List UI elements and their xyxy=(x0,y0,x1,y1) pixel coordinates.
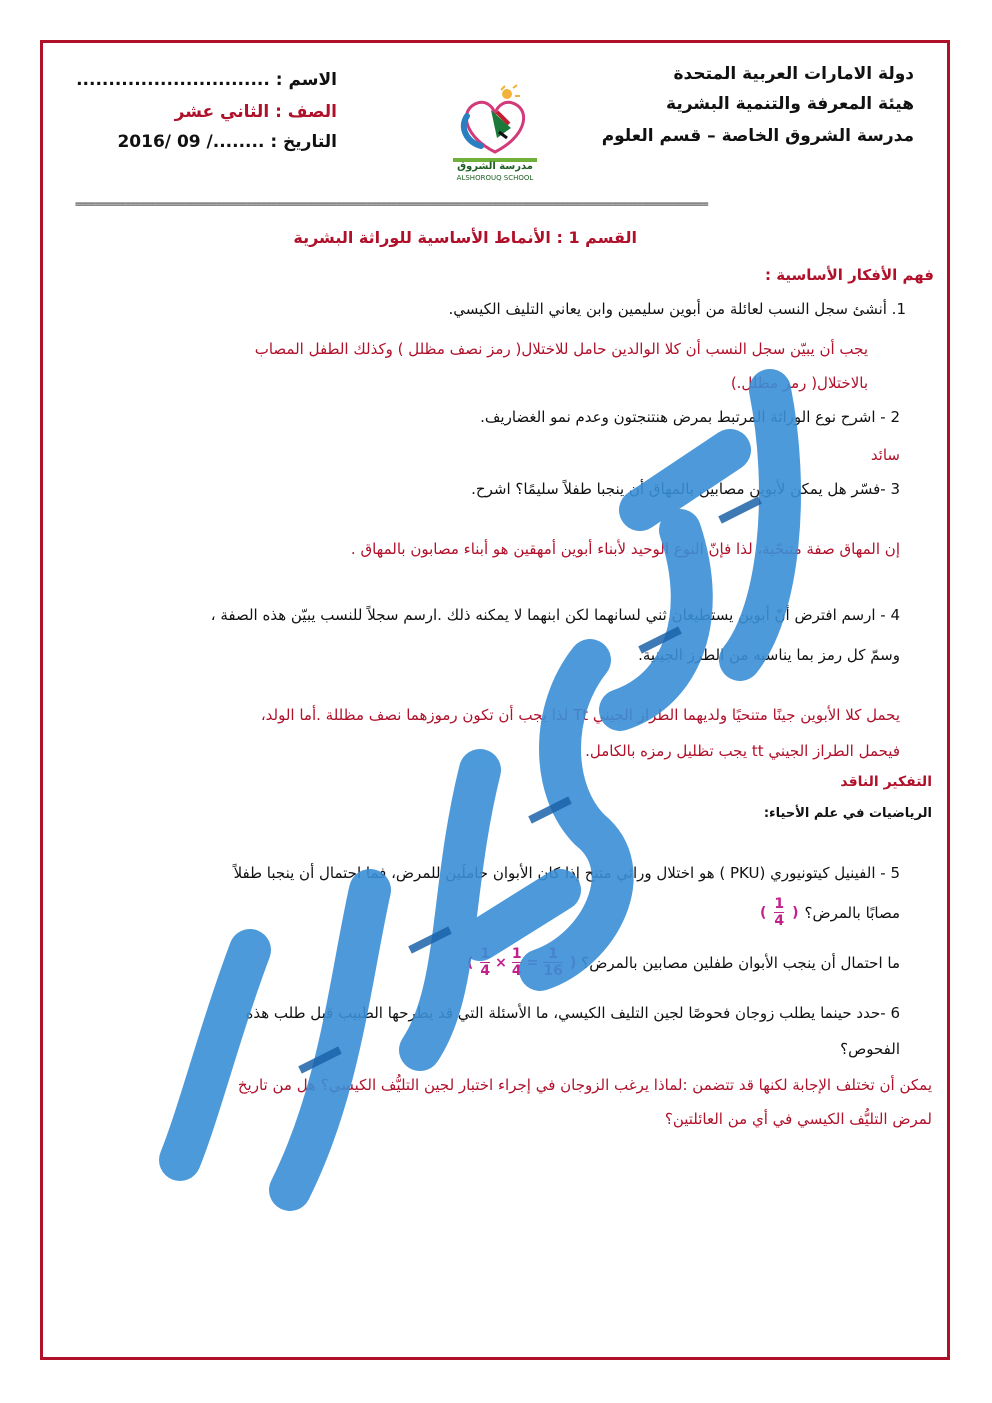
answer-3: إن المهاق صفة متنحّية، لذا فإنّ النوع الوحيد لأبناء أبوين أمهقين هو أبناء مصابون بالمهاق . xyxy=(350,540,900,558)
paren-close: ) xyxy=(759,904,767,921)
numerator: 1 xyxy=(774,896,785,912)
paren-open: ( xyxy=(792,904,799,921)
critical-thinking-heading: التفكير الناقد xyxy=(840,774,932,790)
answer-6-line2: لمرض التليُّف الكيسي في أي من العائلتين؟ xyxy=(664,1110,932,1128)
fraction-quarter-b xyxy=(512,946,522,979)
denominator: 4 xyxy=(774,913,785,929)
question-4-line2: وسمّ كل رمز بما يناسبه من الطرز الجينية. xyxy=(638,646,900,664)
question-5-line2-row xyxy=(760,896,900,929)
answer-4-line2: فيحمل الطراز الجيني tt يجب تظليل رمزه بالكامل. xyxy=(585,742,900,760)
answer-4-line1: يحمل كلا الأبوين جينًا متنحيًا ولديهما الطراز الجيني Tt لذا يجب أن تكون رموزهما نصف مظللة .أما الولد، xyxy=(260,706,900,724)
question-5-line3: ما احتمال أن ينجب الأبوان طفلين مصابين بالمرض؟ xyxy=(581,953,900,972)
subheading-main-ideas: فهم الأفكار الأساسية : xyxy=(765,266,934,284)
fraction-expression xyxy=(478,946,564,979)
fraction-one-quarter xyxy=(774,896,784,929)
equals-sign: = xyxy=(526,954,539,971)
answer-6-line1: يمكن أن تختلف الإجابة لكنها قد تتضمن :لماذا يرغب الزوجان في إجراء اختبار لجين التليُّف الكيسي؟ هل من تاريخ xyxy=(237,1076,932,1094)
school-logo xyxy=(445,82,545,182)
grade-label: الصف : الثاني عشر xyxy=(174,102,337,122)
times-sign: × xyxy=(495,954,507,971)
numerator: 1 xyxy=(548,946,558,962)
denominator: 4 xyxy=(480,963,491,979)
date-field: التاريخ : ......../ 09 /2016 xyxy=(117,132,337,152)
question-2: 2 - اشرح نوع الوراثة المرتبط بمرض هنتنجتون وعدم نمو الغضاريف. xyxy=(480,408,900,426)
answer-2: سائد xyxy=(870,446,900,464)
section-title: القسم 1 : الأنماط الأساسية للوراثة البشرية xyxy=(293,228,637,247)
question-1: 1. أنشئ سجل النسب لعائلة من أبوين سليمين وابن يعاني التليف الكيسي. xyxy=(448,300,906,318)
question-5-line2: مصابًا بالمرض؟ xyxy=(804,903,900,922)
name-field: الاسم : .............................. xyxy=(76,70,337,90)
header-authority: هيئة المعرفة والتنمية البشرية xyxy=(666,94,914,114)
question-3: 3 -فسّر هل يمكن لأبوين مصابين بالمهاق أن ينجبا طفلاً سليمًا؟ اشرح. xyxy=(471,480,900,498)
question-5-line3-row xyxy=(467,946,900,979)
paren-close-2: ) xyxy=(466,954,474,971)
question-6-line2: الفحوص؟ xyxy=(840,1040,900,1058)
denominator: 16 xyxy=(543,963,563,979)
header-school-dept: مدرسة الشروق الخاصة – قسم العلوم xyxy=(601,126,914,146)
denominator: 4 xyxy=(511,963,522,979)
logo-arabic-name: مدرسة الشروق xyxy=(457,161,533,172)
header-country: دولة الامارات العربية المتحدة xyxy=(673,64,914,84)
answer-1-line2: بالاختلال( رمز مظلل.) xyxy=(730,374,868,392)
logo-english-name: ALSHOROUQ SCHOOL xyxy=(456,174,534,182)
numerator: 1 xyxy=(480,946,491,962)
paren-open-2: ( xyxy=(569,954,577,971)
fraction-sixteenth xyxy=(543,946,562,979)
fraction-quarter-a xyxy=(480,946,490,979)
math-bio-heading: الرياضيات في علم الأحياء: xyxy=(763,806,932,821)
numerator: 1 xyxy=(511,946,522,962)
question-4-line1: 4 - ارسم افترض أنّ أبوين يستطيعان ثني لسانهما لكن ابنهما لا يمكنه ذلك .ارسم سجلاً للنسب يبيّن هذه الصفة ، xyxy=(210,606,900,624)
question-5-line1: 5 - الفينيل كيتونيوري (PKU ) هو اختلال وراثي متنح إذا كان الأبوان حاملَين للمرض، فما احتمال أن ينجبا طفلاً xyxy=(233,864,900,882)
header-separator: ============================================================================================================================== xyxy=(75,202,708,210)
answer-1-line1: يجب أن يبيّن سجل النسب أن كلا الوالدين حامل للاختلال( رمز نصف مظلل ) وكذلك الطفل المصاب xyxy=(254,340,868,358)
question-6-line1: 6 -حدد حينما يطلب زوجان فحوصًا لجين التليف الكيسي، ما الأسئلة التي قد يطرحها الطبيب قبل طلب هذه xyxy=(245,1004,900,1022)
